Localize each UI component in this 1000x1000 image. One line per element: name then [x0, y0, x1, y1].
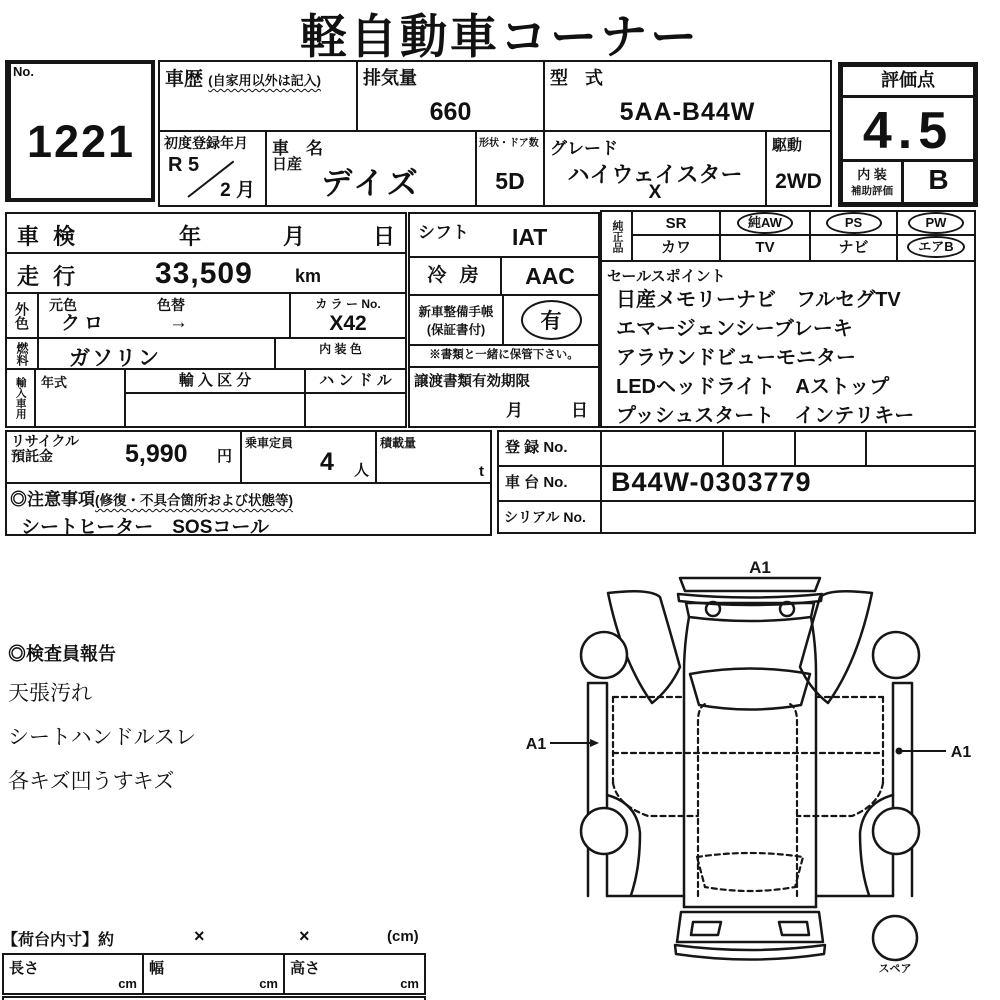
load-label: 積載量: [380, 436, 417, 450]
car-damage-diagram: [500, 553, 980, 980]
car-name-value: デイズ: [321, 166, 421, 201]
import-row: [5, 368, 407, 428]
ac-value: AAC: [525, 263, 575, 289]
sales-point-line: 日産メモリーナビ フルセグTV: [616, 289, 901, 311]
right-front-fender: [800, 591, 872, 703]
grade-cell: [543, 130, 767, 207]
inspector-report: [8, 640, 388, 795]
genuine-item-pw: PW: [908, 212, 964, 234]
interior-rating-label2: 補助評価: [851, 185, 893, 197]
service-book-label2: (保証書付): [426, 323, 486, 337]
registration-box: [497, 430, 976, 534]
wheel-rear-right: [873, 808, 919, 854]
color-change-label: 色替: [157, 297, 185, 313]
chassis-no-value: B44W-0303779: [611, 467, 812, 497]
cargo-height-unit: cm: [400, 976, 419, 991]
registration-divider: [722, 432, 724, 465]
fuel-row: [5, 337, 407, 370]
genuine-item-tv: TV: [755, 239, 775, 256]
shaken-month: 月: [283, 224, 306, 249]
cargo-next-box-edge: [2, 996, 426, 1000]
mileage-label: 走 行: [17, 264, 80, 289]
rear-bumper-strip: [675, 945, 825, 960]
color-change-arrow: →: [169, 312, 188, 333]
caution-sublabel: (修復・不具合箇所および状態等): [95, 493, 293, 508]
genuine-item-ps: PS: [826, 212, 882, 234]
rear-bumper: [677, 912, 823, 942]
damage-mark-a1-top: A1: [749, 558, 771, 577]
genuine-parts-label: 純正品: [611, 219, 623, 253]
cargo-height-label: 高さ: [290, 960, 321, 977]
ext-color-row: [5, 292, 407, 339]
caution-label: ◎注意事項: [10, 490, 95, 509]
import-label: 輸入車用: [14, 377, 27, 419]
shaken-label: 車 検: [17, 224, 80, 249]
ac-label: 冷 房: [410, 258, 502, 296]
color-no-value: X42: [329, 312, 367, 335]
right-rocker: [893, 683, 912, 896]
serial-no-label: シリアル No.: [499, 502, 602, 534]
grade-value2: X: [648, 182, 662, 203]
transfer-docs-label: 譲渡書類有効期限: [414, 374, 530, 390]
inspector-report-label: ◎検査員報告: [8, 644, 116, 664]
genuine-parts-box: [600, 210, 976, 262]
shift-label: シフト: [418, 223, 469, 242]
first-reg-cell: [158, 130, 267, 207]
grade-value: ハイウェイスター: [567, 162, 743, 187]
front-bumper: [680, 578, 820, 591]
registration-divider: [865, 432, 867, 465]
registration-divider: [794, 432, 796, 465]
rear-lamp-left: [691, 922, 721, 935]
chassis-no-label: 車 台 No.: [499, 467, 602, 500]
page-title: 軽自動車コーナー: [300, 10, 700, 63]
history-note: (自家用以外は記入): [208, 73, 321, 88]
lot-number-label: No.: [13, 64, 34, 79]
doors-value: 5D: [495, 168, 525, 194]
import-handle-label: ハ ン ド ル: [306, 370, 405, 394]
caution-value: シートヒーター SOSコール: [21, 517, 269, 538]
cargo-width-unit: cm: [259, 976, 278, 991]
rear-lamp-right: [779, 922, 809, 935]
interior-rating-grade: B: [928, 164, 949, 195]
drive-label: 駆動: [772, 137, 803, 154]
sales-points-label: セールスポイント: [607, 268, 726, 285]
cargo-title: 【荷台内寸】約: [2, 932, 115, 949]
capacity-unit: 人: [353, 462, 369, 479]
shift-value: IAT: [512, 224, 548, 250]
first-reg-caption: 初度登録年月: [164, 135, 248, 151]
inspector-report-line: 天張汚れ: [8, 682, 92, 705]
pillar-dashed-right: [790, 704, 797, 896]
model-code-label: 型 式: [550, 68, 610, 88]
cargo-width-label: 幅: [149, 960, 165, 977]
recycle-unit: 円: [216, 448, 232, 465]
cargo-table: [2, 953, 426, 995]
cargo-unit: (cm): [387, 928, 419, 945]
shift-ac-box: [408, 212, 600, 296]
damage-mark-a1-right: A1: [950, 744, 972, 761]
damage-mark-a1-left: A1: [525, 736, 547, 753]
capacity-label: 乗車定員: [245, 436, 294, 450]
registration-no-label: 登 録 No.: [499, 432, 602, 465]
spare-tire: [873, 916, 917, 960]
drive-cell: [765, 130, 832, 207]
cargo-times2: ×: [299, 926, 310, 946]
recycle-label1: リサイクル: [11, 433, 80, 449]
cargo-length-label: 長さ: [9, 960, 40, 977]
history-label: 車歴: [165, 69, 204, 90]
load-unit: t: [479, 463, 484, 480]
left-rocker: [588, 683, 607, 896]
sales-points-box: [600, 260, 976, 428]
shaken-year: 年: [179, 224, 202, 249]
body-right-line: [811, 617, 816, 907]
displacement-label: 排気量: [363, 68, 417, 88]
recycle-label2: 預託金: [11, 448, 53, 464]
windshield: [690, 669, 810, 710]
rear-window-dashed: [697, 853, 803, 891]
service-book-note: ※書類と一緒に保管下さい。: [410, 344, 598, 366]
cargo-length-unit: cm: [118, 976, 137, 991]
fuel-value: ガソリン: [69, 347, 161, 370]
car-name-label: 車 名: [272, 139, 323, 158]
shaken-row: [5, 212, 407, 254]
first-reg-month: 2 月: [220, 180, 255, 201]
drive-value: 2WD: [775, 170, 822, 193]
interior-rating-label1: 内 装: [857, 167, 887, 182]
doors-label: 形状・ドア数: [479, 138, 539, 149]
mileage-row: [5, 252, 407, 294]
sales-point-line: LEDヘッドライト Aストップ: [616, 376, 890, 398]
spare-tire-label: スペア: [878, 963, 912, 975]
import-year-label: 年式: [41, 375, 68, 390]
inspector-report-line: シートハンドルスレ: [8, 726, 196, 749]
displacement-value: 660: [429, 98, 472, 126]
service-book-label1: 新車整備手帳: [418, 305, 494, 319]
genuine-item-navi: ナビ: [838, 239, 869, 256]
sales-point-line: プッシュスタート インテリキー: [616, 405, 915, 427]
first-reg-era: R 5: [168, 154, 200, 176]
model-code-cell: [543, 60, 832, 132]
rating-score: 4.5: [862, 102, 954, 160]
cargo-header: [2, 925, 432, 951]
model-code-value: 5AA-B44W: [619, 98, 756, 126]
body-left-line: [684, 617, 689, 907]
service-book-value: 有: [521, 300, 582, 340]
car-name-cell: [265, 130, 477, 207]
fuel-label: 燃料: [15, 341, 29, 366]
orig-color-label: 元色: [49, 297, 77, 313]
cargo-times1: ×: [194, 926, 205, 946]
door-dashed-right: [797, 783, 883, 816]
lot-number: 1221: [26, 116, 136, 167]
recycle-caution-box: [5, 430, 492, 536]
sales-point-line: エマージェンシーブレーキ: [616, 318, 853, 340]
displacement-cell: [356, 60, 545, 132]
genuine-item-aw: 純AW: [737, 212, 793, 234]
mileage-value: 33,509: [155, 257, 253, 290]
transfer-month: 月: [506, 401, 523, 420]
genuine-item-kawa: カワ: [660, 239, 691, 256]
inspector-report-line: 各キズ凹うすキズ: [8, 770, 175, 793]
wheel-rear-left: [581, 808, 627, 854]
transfer-day: 日: [571, 401, 588, 420]
sales-point-line: アラウンドビューモニター: [616, 347, 856, 369]
color-no-label: カ ラ ー No.: [315, 297, 381, 311]
history-cell: [158, 60, 358, 132]
grade-label: グレード: [550, 139, 618, 158]
rating-box: [838, 62, 978, 207]
service-book-box: [408, 294, 600, 368]
genuine-item-sr: SR: [665, 215, 687, 232]
wheel-front-right: [873, 632, 919, 678]
genuine-item-airbag: エアB: [907, 236, 964, 258]
a1-left-arrowhead: [590, 739, 599, 747]
interior-color-label: 内 装 色: [319, 342, 362, 356]
transfer-docs-box: [408, 366, 600, 428]
wheel-front-left: [581, 632, 627, 678]
shaken-day: 日: [372, 224, 395, 249]
doors-cell: [475, 130, 545, 207]
rating-label: 評価点: [843, 67, 973, 98]
a1-right-dot: [896, 748, 903, 755]
ext-color-label: 外色: [14, 301, 30, 330]
import-division-label: 輸 入 区 分: [126, 370, 304, 394]
recycle-value: 5,990: [125, 440, 188, 468]
orig-color-value: クロ: [61, 313, 108, 334]
car-maker: 日産: [272, 156, 303, 173]
capacity-value: 4: [320, 448, 334, 476]
lot-number-box: [5, 60, 155, 202]
mileage-unit: km: [295, 266, 322, 286]
